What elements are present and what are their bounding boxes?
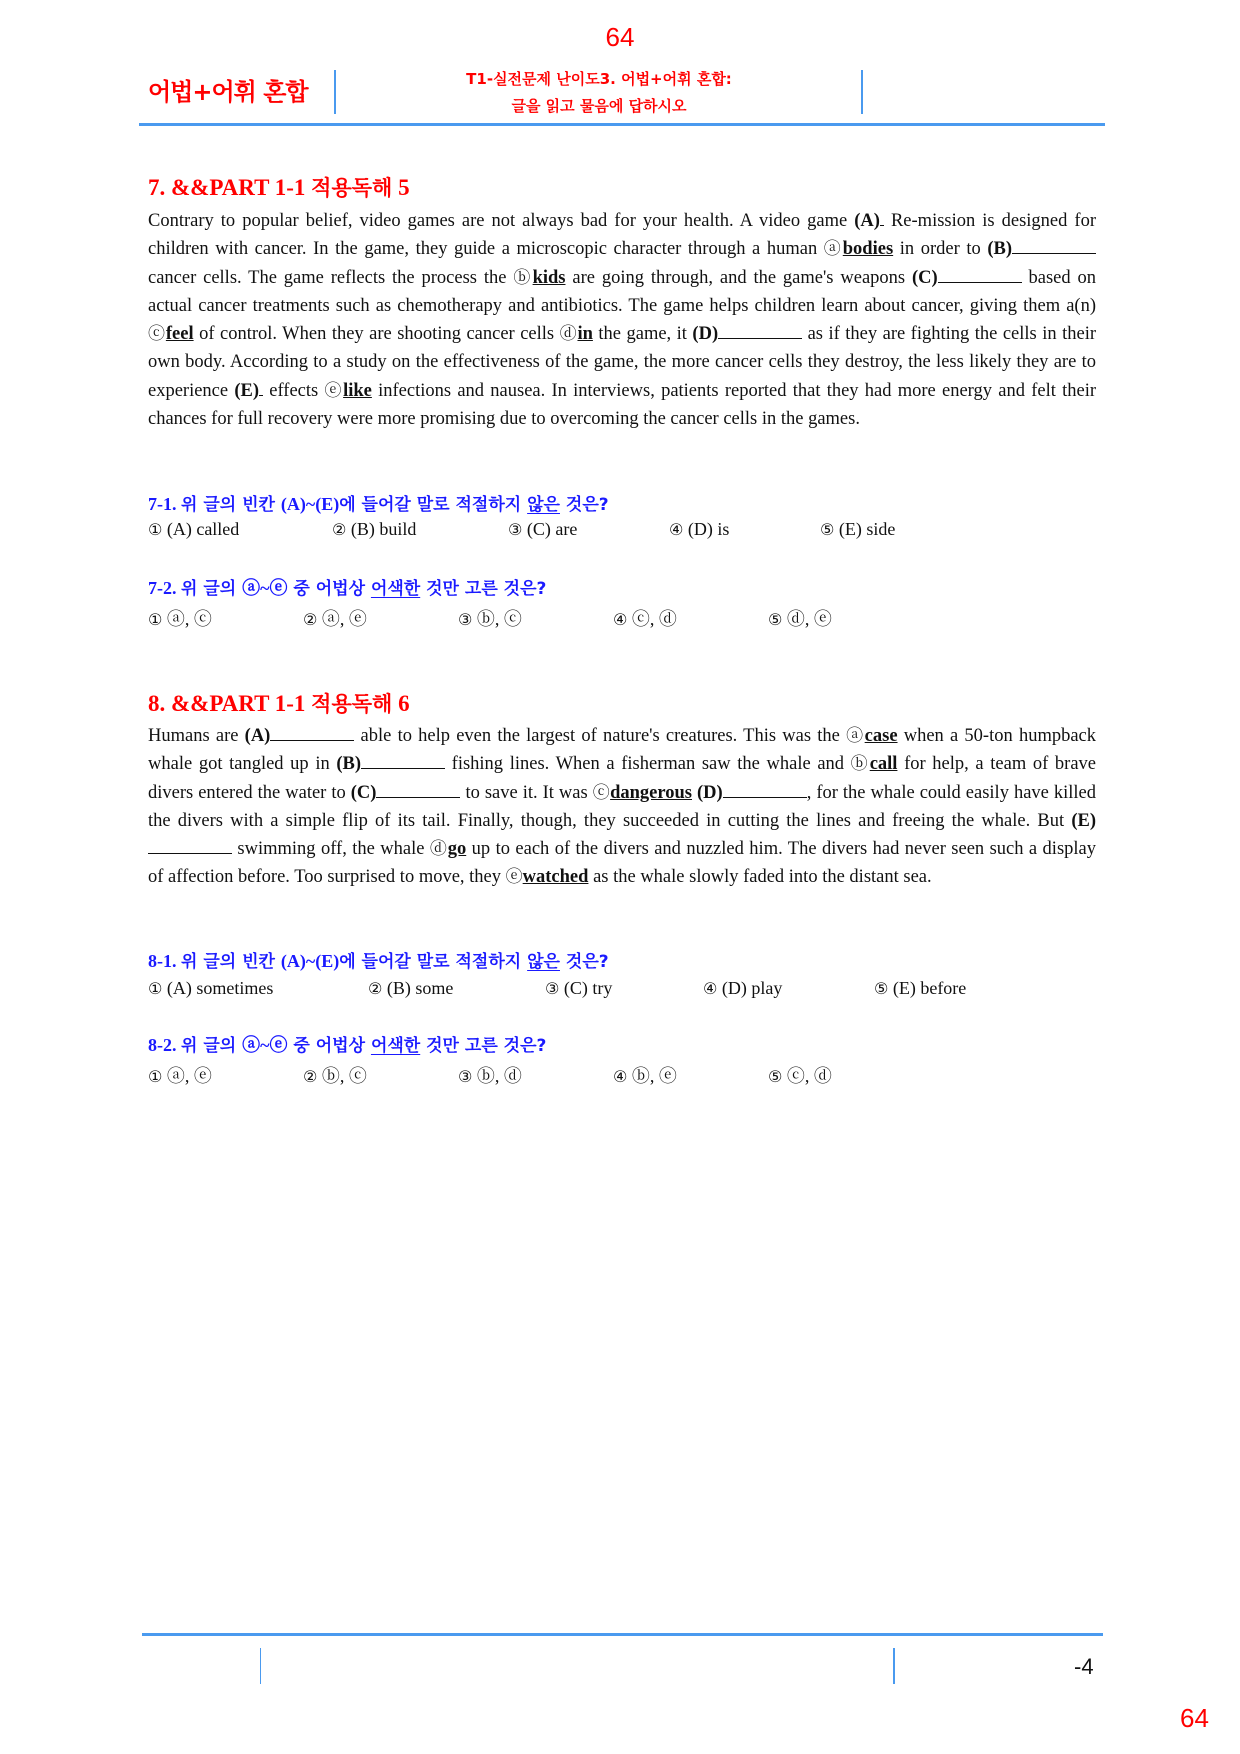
passage-text: able to help even the largest of nature's creatures. This was the xyxy=(354,726,847,746)
passage-text: of control. When they are shooting cancer cells xyxy=(193,324,560,345)
passage-text: in order to xyxy=(893,239,988,260)
question-range: ⓐ~ⓔ xyxy=(242,578,288,598)
option-text: ⓓ, ⓔ xyxy=(786,609,832,629)
header-subtitle-line2: 글을 읽고 물음에 답하시오 xyxy=(511,97,687,115)
marked-word xyxy=(846,726,897,746)
underlined-word: in xyxy=(577,324,593,345)
option-text: ⓑ, ⓔ xyxy=(631,1066,677,1086)
passage-text: cancer cells. The game reflects the process the xyxy=(148,267,514,288)
answer-option[interactable] xyxy=(820,519,895,540)
question-text: 위 글의 xyxy=(181,579,243,599)
answer-option[interactable] xyxy=(303,1062,367,1088)
option-number: ② xyxy=(303,1067,318,1086)
footer-divider-left xyxy=(260,1648,261,1684)
section-number: 7. xyxy=(148,175,166,200)
circled-letter: ⓓ xyxy=(429,839,448,860)
section-8-title xyxy=(148,688,410,718)
answer-option[interactable] xyxy=(768,605,832,631)
blank-label: (C) xyxy=(350,782,377,803)
section-ko-label: 적용독해 xyxy=(311,692,393,716)
passage-text: Humans are xyxy=(148,726,245,746)
blank-label: (E) xyxy=(1071,810,1096,831)
passage-text: , for the whale could easily have killed the divers with a simple flip of its tail. Finally, though, they succeeded in cutting the lines and freeing the whale. But xyxy=(148,782,1097,831)
header-subtitle-line1: T1-실전문제 난이도3. 어법+어휘 혼합: xyxy=(466,70,732,88)
option-text: (E) before xyxy=(892,978,967,998)
option-number: ④ xyxy=(613,1067,628,1086)
circled-letter: ⓓ xyxy=(559,324,578,345)
option-text: ⓒ, ⓓ xyxy=(631,609,677,629)
marked-word xyxy=(560,324,593,344)
page-number-top: 64 xyxy=(605,22,635,52)
passage-text: swimming off, the whale xyxy=(232,839,430,860)
blank-label: (E) xyxy=(234,380,260,401)
question-emphasis: 어색한 xyxy=(370,1036,421,1056)
marked-word xyxy=(148,324,194,344)
answer-option[interactable] xyxy=(148,519,239,540)
marked-word xyxy=(430,839,466,859)
passage-text: effects xyxy=(263,380,325,401)
option-text: (D) is xyxy=(687,519,730,539)
underlined-word: bodies xyxy=(842,239,894,260)
question-text: 중 어법상 xyxy=(287,579,371,599)
footer-divider-right xyxy=(893,1648,895,1684)
question-text: 위 글의 빈칸 xyxy=(181,952,281,972)
question-text: 것만 고른 것은? xyxy=(420,579,547,599)
option-text: ⓒ, ⓓ xyxy=(786,1066,832,1086)
passage-text: as if they are fighting the cells in their own body. According to a study on the effectiveness of the game, the more cancer cells they destroy, the less likely they are to experience xyxy=(148,324,1097,401)
section-7-passage xyxy=(148,207,1096,433)
marked-word xyxy=(851,754,898,774)
passage-text: fishing lines. When a fisherman saw the whale and xyxy=(445,754,851,775)
answer-option[interactable] xyxy=(669,519,729,540)
option-number: ③ xyxy=(458,610,473,629)
answer-blank xyxy=(723,783,807,798)
option-text: (A) sometimes xyxy=(166,978,274,998)
answer-option[interactable] xyxy=(368,978,453,999)
question-8-1-title xyxy=(148,947,609,972)
option-text: (C) are xyxy=(526,519,578,539)
option-number: ② xyxy=(303,610,318,629)
question-text: 것은? xyxy=(559,952,609,972)
question-range: (A)~(E) xyxy=(280,951,340,971)
blank-label: (A) xyxy=(854,211,880,231)
question-emphasis: 어색한 xyxy=(370,579,421,599)
option-number: ① xyxy=(148,979,163,998)
underlined-word: dangerous xyxy=(610,782,692,803)
option-number: ③ xyxy=(508,520,523,539)
answer-option[interactable] xyxy=(874,978,966,999)
answer-option[interactable] xyxy=(768,1062,832,1088)
marked-word xyxy=(324,381,371,401)
underlined-word: like xyxy=(343,380,372,401)
header-title: 어법+어휘 혼합 xyxy=(148,78,308,106)
option-number: ④ xyxy=(613,610,628,629)
passage-text: based on actual cancer treatments such as chemotherapy and antibiotics. The game helps children learn about cancer, giving them a(n) xyxy=(148,267,1097,316)
corner-page-number: 64 xyxy=(1180,1703,1209,1733)
option-text: ⓐ, ⓔ xyxy=(166,1066,212,1086)
passage-text: to save it. It was xyxy=(460,782,593,803)
underlined-word: go xyxy=(447,839,467,860)
answer-option[interactable] xyxy=(458,605,522,631)
section-part: &&PART 1-1 xyxy=(171,175,306,200)
marked-word xyxy=(506,867,589,887)
question-range: ⓐ~ⓔ xyxy=(242,1035,288,1055)
question-text: 에 들어갈 말로 적절하지 xyxy=(339,952,528,972)
option-number: ④ xyxy=(703,979,718,998)
question-number: 7-1. xyxy=(148,494,177,514)
answer-option[interactable] xyxy=(148,605,212,631)
answer-option[interactable] xyxy=(508,519,577,540)
section-8-passage xyxy=(148,722,1096,892)
blank-label: (D) xyxy=(697,782,723,803)
option-text: (D) play xyxy=(721,978,783,998)
question-emphasis: 않은 xyxy=(527,495,560,515)
answer-blank xyxy=(270,726,354,741)
marked-word xyxy=(593,783,692,803)
option-text: ⓑ, ⓒ xyxy=(476,609,522,629)
option-text: (E) side xyxy=(838,519,896,539)
option-number: ④ xyxy=(669,520,684,539)
footer-rule xyxy=(142,1633,1103,1636)
question-range: (A)~(E) xyxy=(280,494,340,514)
footer-page-label: -4 xyxy=(1074,1654,1094,1679)
underlined-word: feel xyxy=(165,324,194,345)
option-number: ③ xyxy=(458,1067,473,1086)
circled-letter: ⓔ xyxy=(505,867,523,888)
circled-letter: ⓑ xyxy=(513,267,533,288)
option-text: (A) called xyxy=(166,519,240,539)
passage-text: Re-mission is designed for children with cancer. In the game, they guide a microscopic character through a human xyxy=(148,211,1096,260)
passage-text: when a 50-ton humpback whale got tangled up in xyxy=(148,726,1097,775)
section-index: 6 xyxy=(398,691,410,716)
underlined-word: call xyxy=(869,754,898,775)
passage-text: infections and nausea. In interviews, patients reported that they had more energy and felt their chances for full recovery were more promising due to overcoming the cancer cells in the games. xyxy=(148,380,1097,430)
underlined-word: watched xyxy=(522,867,589,888)
marked-word xyxy=(824,239,893,259)
circled-letter: ⓒ xyxy=(592,782,611,803)
header-subtitle xyxy=(336,66,862,120)
question-number: 8-1. xyxy=(148,951,177,971)
option-text: (C) try xyxy=(563,978,613,998)
circled-letter: ⓐ xyxy=(846,726,865,746)
answer-blank xyxy=(718,324,802,339)
passage-text: for help, a team of brave divers entered the water to xyxy=(148,754,1096,803)
answer-option[interactable] xyxy=(703,978,782,999)
answer-blank xyxy=(1012,239,1096,254)
answer-blank xyxy=(148,839,232,854)
option-number: ⑤ xyxy=(768,610,783,629)
passage-text: Contrary to popular belief, video games are not always bad for your health. A video game xyxy=(148,211,855,231)
question-8-2-title xyxy=(148,1031,546,1057)
header-rule xyxy=(139,123,1105,126)
underlined-word: case xyxy=(864,726,898,746)
option-number: ③ xyxy=(545,979,560,998)
option-number: ⑤ xyxy=(820,520,835,539)
option-text: ⓐ, ⓒ xyxy=(166,609,212,629)
question-text: 것만 고른 것은? xyxy=(420,1036,547,1056)
blank-label: (B) xyxy=(336,754,362,775)
answer-option[interactable] xyxy=(545,978,612,999)
option-number: ② xyxy=(332,520,347,539)
question-text: 위 글의 xyxy=(181,1036,243,1056)
section-7-title xyxy=(148,172,410,202)
blank-label: (A) xyxy=(244,726,271,746)
option-text: ⓐ, ⓔ xyxy=(321,609,367,629)
answer-option[interactable] xyxy=(148,1062,212,1088)
circled-letter: ⓑ xyxy=(850,754,870,775)
option-number: ① xyxy=(148,520,163,539)
blank-label: (C) xyxy=(911,267,938,288)
passage-text: the game, it xyxy=(592,324,693,345)
question-7-1-title xyxy=(148,490,609,515)
question-text: 중 어법상 xyxy=(287,1036,371,1056)
question-7-2-title xyxy=(148,574,546,600)
header-divider-right xyxy=(861,70,863,114)
underlined-word: kids xyxy=(532,267,566,288)
circled-letter: ⓐ xyxy=(823,239,843,260)
passage-text: are going through, and the game's weapons xyxy=(565,267,912,288)
option-number: ① xyxy=(148,1067,163,1086)
answer-option[interactable] xyxy=(303,605,367,631)
circled-letter: ⓔ xyxy=(324,380,344,401)
blank-label: (D) xyxy=(692,324,719,345)
option-number: ② xyxy=(368,979,383,998)
circled-letter: ⓒ xyxy=(148,324,166,345)
passage-text: up to each of the divers and nuzzled him. The divers had never seen such a display of affection before. Too surprised to move, they xyxy=(148,839,1096,888)
answer-blank xyxy=(376,783,460,798)
answer-blank xyxy=(361,754,445,769)
section-ko-label: 적용독해 xyxy=(311,176,393,200)
option-number: ⑤ xyxy=(768,1067,783,1086)
blank-label: (B) xyxy=(987,239,1013,260)
option-text: ⓑ, ⓓ xyxy=(476,1066,522,1086)
option-number: ① xyxy=(148,610,163,629)
question-text: 에 들어갈 말로 적절하지 xyxy=(339,495,528,515)
question-text: 것은? xyxy=(559,495,609,515)
answer-option[interactable] xyxy=(148,978,273,999)
section-part: &&PART 1-1 xyxy=(171,691,306,716)
answer-option[interactable] xyxy=(458,1062,522,1088)
option-text: (B) build xyxy=(350,519,417,539)
answer-option[interactable] xyxy=(613,605,677,631)
question-text: 위 글의 빈칸 xyxy=(181,495,281,515)
option-text: (B) some xyxy=(386,978,454,998)
answer-option[interactable] xyxy=(332,519,416,540)
question-number: 7-2. xyxy=(148,578,177,598)
section-index: 5 xyxy=(398,175,410,200)
option-text: ⓑ, ⓒ xyxy=(321,1066,367,1086)
answer-option[interactable] xyxy=(613,1062,677,1088)
question-number: 8-2. xyxy=(148,1035,177,1055)
question-emphasis: 않은 xyxy=(527,952,560,972)
marked-word xyxy=(513,268,565,288)
answer-blank xyxy=(938,268,1022,283)
passage-text: as the whale slowly faded into the distant sea. xyxy=(588,867,932,888)
section-number: 8. xyxy=(148,691,166,716)
option-number: ⑤ xyxy=(874,979,889,998)
